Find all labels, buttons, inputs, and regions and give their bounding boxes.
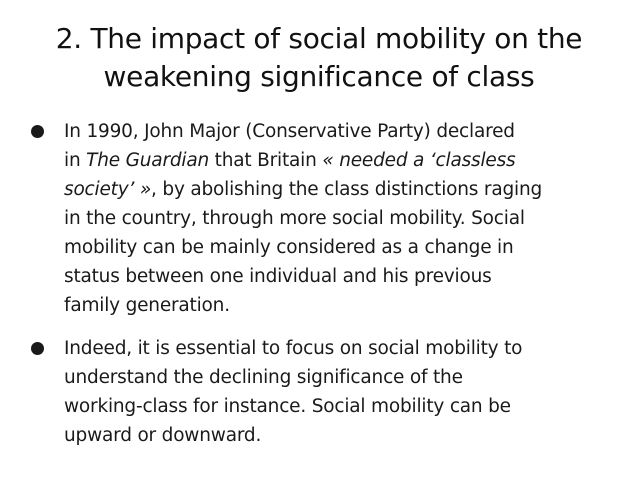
title-line-2: weakening significance of class <box>103 60 535 93</box>
bullet-2-line-2: understand the declining significance of the <box>64 367 463 388</box>
bullet-1-line-1 <box>64 117 620 146</box>
bullet-2-line-4: upward or downward. <box>64 425 262 446</box>
slide-title <box>14 20 624 96</box>
bullet-1-text-2b: that Britain <box>209 150 323 171</box>
quote-part-1: « needed a ‘classless <box>322 150 516 171</box>
bullet-1-line-6: status between one individual and his previous <box>64 266 492 287</box>
newspaper-title: The Guardian <box>86 150 209 171</box>
title-line-1: 2. The impact of social mobility on the <box>55 22 583 55</box>
bullet-1-text-2a: in <box>64 150 87 171</box>
bullet-1-line-7: family generation. <box>64 295 230 316</box>
bullet-1-line-5: mobility can be mainly considered as a change in <box>64 237 514 258</box>
quote-part-2: society’ » <box>64 179 152 200</box>
bullet-1-text-1: In 1990, John Major (Conservative Party) declared <box>64 121 515 142</box>
bullet-1-line-3 <box>64 175 620 204</box>
bullet-2-line-3: working-class for instance. Social mobility can be <box>64 396 511 417</box>
bullet-1-text-3b: , by abolishing the class distinctions raging <box>151 179 543 200</box>
bullet-2-line-1: Indeed, it is essential to focus on social mobility to <box>64 338 523 359</box>
bullet-item-indeed <box>30 334 620 450</box>
bullet-item-john-major <box>30 117 620 320</box>
bullet-dot-icon <box>31 125 44 138</box>
bullet-list <box>30 117 620 450</box>
bullet-1-line-2 <box>64 146 620 175</box>
bullet-1-line-4: in the country, through more social mobility. Social <box>64 208 525 229</box>
bullet-dot-icon <box>31 342 44 355</box>
